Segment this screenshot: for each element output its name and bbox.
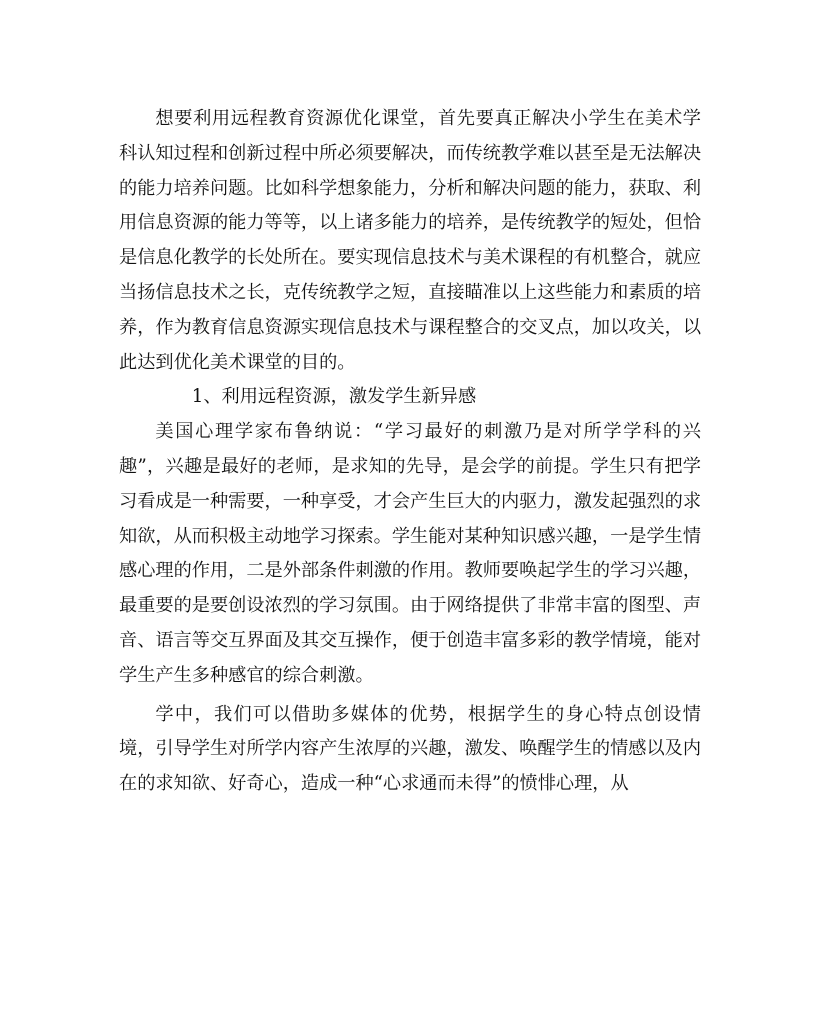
paragraph-intro: 想要利用远程教育资源优化课堂，首先要真正解决小学生在美术学科认知过程和创新过程中所必须要解决，而传统教学难以甚至是无法解决的能力培养问题。比如科学想象能力，分析和解决问题的能力，获取、利用信息资源的能力等等，以上诸多能力的培养，是传统教学的短处，但恰是信息化教学的长处所在。要实现信息技术与美术课程的有机整合，就应当扬信息技术之长，克传统教学之短，直接瞄准以上这些能力和素质的培养，作为教育信息资源实现信息技术与课程整合的交叉点，加以攻关，以此达到优化美术课堂的目的。 [119, 108, 702, 373]
paragraph-multimedia: 学中，我们可以借助多媒体的优势，根据学生的身心特点创设情境，引导学生对所学内容产生浓厚的兴趣，激发、唤醒学生的情感以及内在的求知欲、好奇心，造成一种“心求通而未得”的愤悱心理，从 [119, 703, 702, 795]
paragraph-interest: 美国心理学家布鲁纳说：“学习最好的刺激乃是对所学学科的兴趣”，兴趣是最好的老师，是求知的先导，是会学的前提。学生只有把学习看成是一种需要，一种享受，才会产生巨大的内驱力，激发起强烈的求知欲，从而积极主动地学习探索。学生能对某种知识感兴趣，一是学生情感心理的作用，二是外部条件刺激的作用。教师要唤起学生的学习兴趣，最重要的是要创设浓烈的学习氛围。由于网络提供了非常丰富的图型、声音、语言等交互界面及其交互操作，便于创造丰富多彩的教学情境，能对学生产生多种感官的综合刺激。 [119, 421, 702, 686]
section-heading: 1、利用远程资源，激发学生新异感 [191, 386, 477, 408]
document-body [119, 102, 701, 802]
